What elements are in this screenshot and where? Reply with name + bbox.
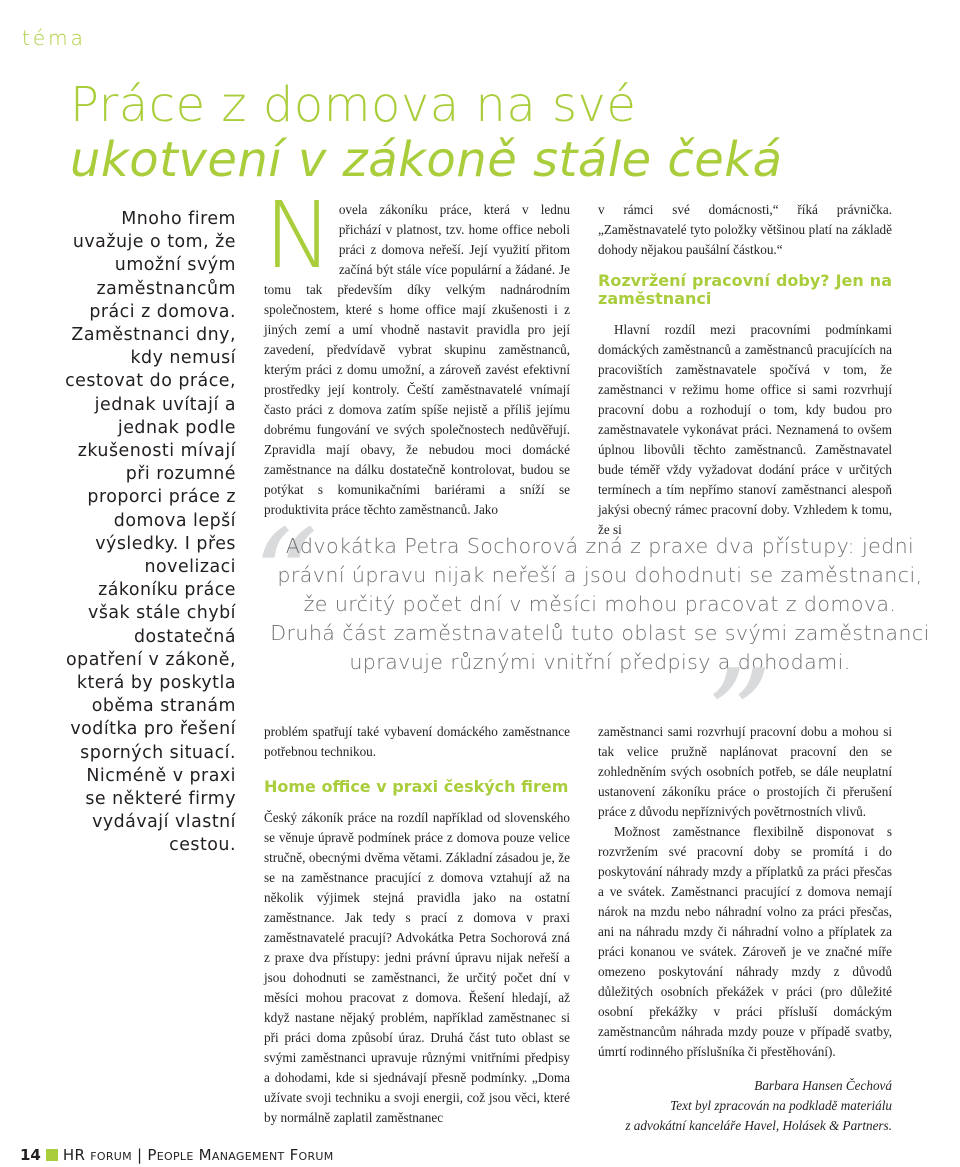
article-column-3-bottom (598, 722, 892, 1136)
accent-square-icon (46, 1149, 58, 1161)
article-paragraph-col3-bottom-2: Možnost zaměstnance flexibilně disponovat s rozvržením své pracovní doby se promítá i do poskytování náhrady mzdy a příplatků za práci přesčas a ve svátek. Zaměstnanci pracující z domova nemají nárok na mzdu nebo náhradní volno za práci přesčas, ani na náhradu mzdy či náhradní volno a příplatek za práci konanou ve svátek. Zároveň je ve značné míře omezeno poskytování náhrady mzdy z důvodů důležitých osobních překážek v práci (pro důležité osobní překážky v práci přísluší domáckým zaměstnancům náhrada mzdy pouze v případě svatby, úmrtí rodinného příslušníka či přestěhování). (598, 824, 892, 1059)
article-paragraph-col2-bottom-2: Český zákoník práce na rozdíl například od slovenského se věnuje úpravě podmínek práce z domova pouze velice stručně, obecnými dvěma větami. Základní zásadou je, že se na zaměstnance pracující z domova vztahují až na několik výjimek stejná pravidla jako na ostatní zaměstnance. Jak tedy s prací z domova v praxi zaměstnavatelé pracují? Advokátka Petra Sochorová zná z praxe dva přístupy: jedni právní úpravu nijak neřeší a jsou dohodnuti se zaměstnanci, že určitý počet dní v měsíci mohou pracovat z domova. Řešení hledají, až když nastane nějaký problém, například zaměstnanec si při práci doma způsobí úraz. Druhá část tuto oblast se svými zaměstnanci upravuje různými vnitřními předpisy a dohodami, kde si sjednávají přesně podmínky. „Doma užívate svoji techniku a svoji energii, což jsou věci, které by normálně zaplatil zaměstnanec (264, 810, 570, 1125)
subhead-home-office: Home office v praxi českých firem (264, 777, 569, 796)
article-paragraph-col3-bottom-1: zaměstnanci sami rozvrhují pracovní dobu a mohou si tak velice pružně naplánovat pracovní den se zohledněním svých osobních potřeb, se dále neuplatní ustanovení zákoníku práce o prostojích či přerušení práce z důvodu nepříznivých povětrnostních vlivů. (598, 724, 892, 819)
article-paragraph-col3-top: v rámci své domácnosti,“ říká právnička. „Zaměstnavatelé tyto položky většinou platí na základě dohody nějakou paušální částkou.“ (598, 202, 892, 257)
pull-quote: Advokátka Petra Sochorová zná z praxe dva přístupy: jedni právní úpravu nijak neřeší a jsou dohodnuti se zaměstnanci, že určitý počet dní v měsíci mohou pracovat z domova. Druhá část zaměstnavatelů tuto oblast se svými zaměstnanci upravuje různými vnitřní předpisy a dohodami. (270, 534, 930, 674)
quote-close-icon: ” (706, 641, 773, 793)
signature-author: Barbara Hansen Čechová (754, 1078, 892, 1093)
page-number: 14 (20, 1146, 41, 1164)
headline-line-2: ukotvení v zákoně stále čeká (70, 132, 783, 188)
signature-line-3: z advokátní kanceláře Havel, Holásek & Partners. (625, 1118, 892, 1133)
article-paragraph-1: Novela zákoníku práce, která v lednu přichází v platnost, tzv. home office neboli práci z domova neřeší. Její využití přitom začíná být stále více populární a žádané. Je tomu tak především díky velkým nadnárodním společnostem, které s home office mají zkušenosti i z jiných zemí a umí vhodně nastavit pravidla pro její zavedení, předvídavě vybrat skupinu zaměstnanců, kterým práci z domu umožní, a zároveň zavést efektivní prostředky její kontroly. Čeští zaměstnavatelé vnímají často práci z domova zatím spíše nejistě a příliš jejímu dobrému fungování ve svých společnostech nedůvěřují. Zpravidla mají obavy, že nebudou moci domácké zaměstnance na dálku dostatečně kontrolovat, budou se potýkat s komunikačními bariérami a sníží se produktivita práce těchto zaměstnanců. Jako (264, 182, 570, 517)
section-tag: téma (22, 26, 86, 50)
headline-line-1: Práce z domova na své (70, 77, 637, 133)
dropcap: N (264, 182, 333, 289)
article-column-2-bottom (264, 722, 570, 1128)
lead-paragraph: Mnoho firem uvažuje o tom, že umožní svým zaměstnancům práci z domova. Zaměstnanci dny, kdy nemusí cestovat do práce, jednak uvítají a jednak podle zkušenosti mívají při rozumné proporci práce z domova lepší výsledky. I přes novelizaci zákoníku práce však stále chybí dostatečná opatření v zákoně, která by poskytla oběma stranám vodítka pro řešení sporných situací. Nicméně v praxi se některé firmy vydávají vlastní cestou. (65, 209, 236, 856)
article-paragraph-col2-bottom-1: problém spatřují také vybavení domáckého zaměstnance potřebnou technikou. (264, 724, 570, 759)
signature-line-2: Text byl zpracován na podkladě materiálu (670, 1098, 892, 1113)
headline (70, 78, 950, 188)
quote-open-icon: “ (252, 501, 319, 653)
signature (598, 1076, 892, 1136)
page-footer (20, 1146, 334, 1164)
publication-name: HR forum | People Management Forum (62, 1146, 334, 1164)
article-column-2-top (264, 182, 570, 520)
article-paragraph-col3-2: Hlavní rozdíl mezi pracovními podmínkami domáckých zaměstnanců a zaměstnanců pracujících na pracovištích zaměstnavatele spočívá v tom, že zaměstnanci v režimu home office si sami rozvrhují pracovní dobu a rozhodují o tom, kdy budou pro zaměstnavatele vykonávat práci. Neznamená to ovšem úplnou libovůli těchto zaměstnanců. Zaměstnavatel bude téměř vždy vyžadovat dodání práce v určitých termínech a tím nepřímo stanoví zaměstnanci alespoň jakýsi obecný rámec pracovní doby. Vzhledem k tomu, že si (598, 322, 892, 537)
subhead-rozvrzeni: Rozvržení pracovní doby? Jen na zaměstnanci (598, 271, 892, 308)
article-column-3-top (598, 200, 892, 540)
